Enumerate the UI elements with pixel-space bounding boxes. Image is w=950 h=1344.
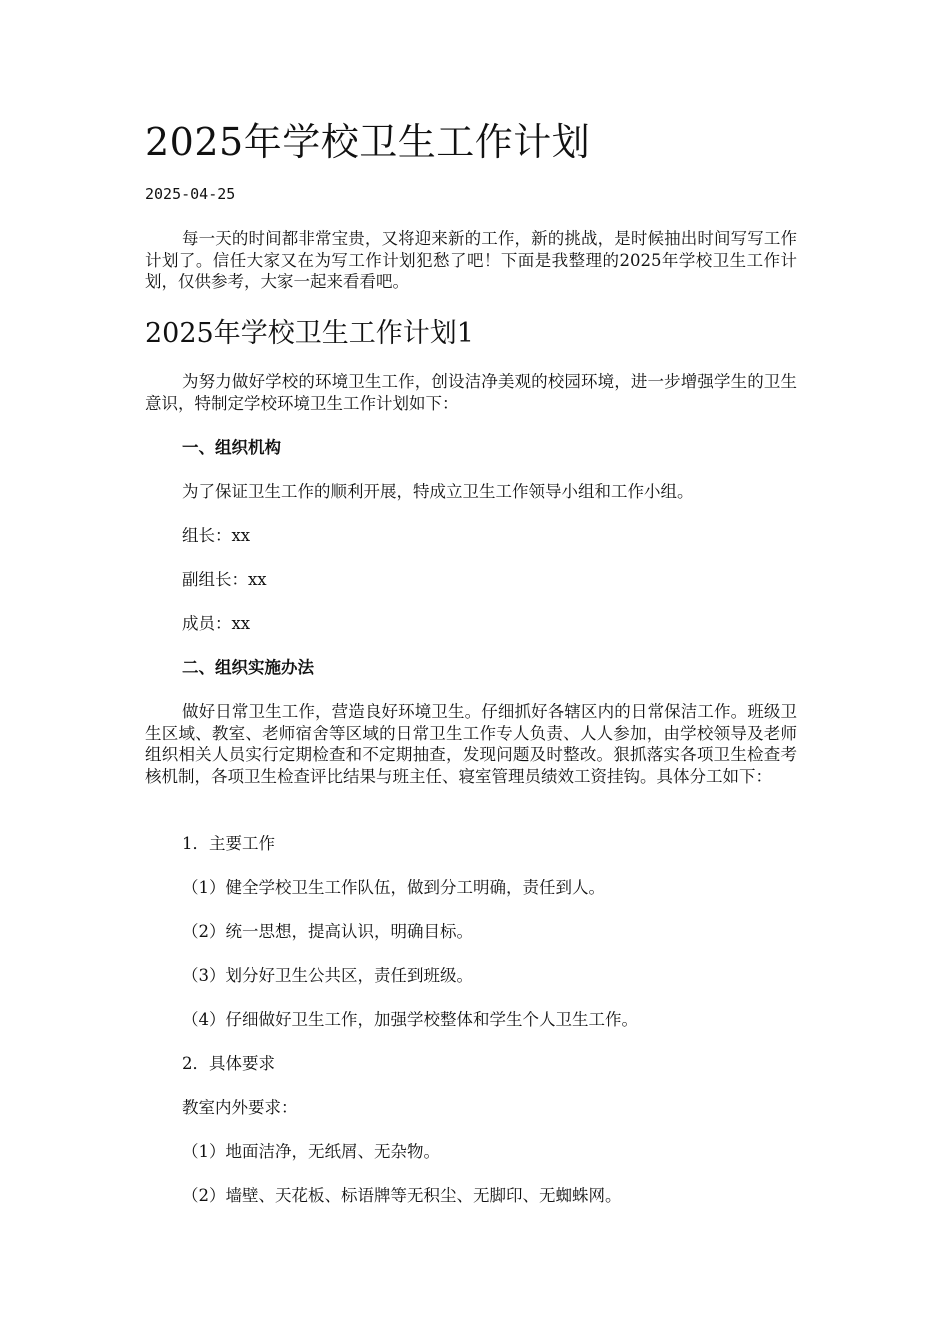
deputy-leader-line: 副组长：xx bbox=[182, 570, 267, 589]
sub-heading-organization: 一、组织机构 bbox=[182, 438, 281, 457]
list-item: （1）健全学校卫生工作队伍，做到分工明确，责任到人。 bbox=[182, 878, 605, 897]
implementation-paragraph: 做好日常卫生工作，营造良好环境卫生。仔细抓好各辖区内的日常保洁工作。班级卫生区域、教室、老师宿舍等区域的日常卫生工作专人负责、人人参加，由学校领导及老师组织相关人员实行定期检查和不定期抽查，发现问题及时整改。狠抓落实各项卫生检查考核机制，各项卫生检查评比结果与班主任、寝室管理员绩效工资挂钩。具体分工如下： bbox=[145, 702, 797, 786]
leader-line: 组长：xx bbox=[182, 526, 251, 545]
list-item: （4）仔细做好卫生工作，加强学校整体和学生个人卫生工作。 bbox=[182, 1010, 638, 1029]
list-item: （2）墙壁、天花板、标语牌等无积尘、无脚印、无蜘蛛网。 bbox=[182, 1186, 622, 1205]
intro-paragraph: 每一天的时间都非常宝贵，又将迎来新的工作，新的挑战，是时候抽出时间写写工作计划了。信任大家又在为写工作计划犯愁了吧！下面是我整理的2025年学校卫生工作计划，仅供参考，大家一起来看看吧。 bbox=[145, 229, 797, 291]
document-title: 2025年学校卫生工作计划 bbox=[145, 120, 591, 164]
list-item: （1）地面洁净，无纸屑、无杂物。 bbox=[182, 1142, 440, 1161]
section-heading: 2025年学校卫生工作计划1 bbox=[145, 318, 474, 349]
members-line: 成员：xx bbox=[182, 614, 251, 633]
document-date: 2025-04-25 bbox=[145, 185, 236, 203]
section-intro-paragraph: 为努力做好学校的环境卫生工作，创设洁净美观的校园环境，进一步增强学生的卫生意识，特制定学校环境卫生工作计划如下： bbox=[145, 372, 797, 413]
main-work-title: 1．主要工作 bbox=[182, 834, 275, 853]
list-item: （3）划分好卫生公共区，责任到班级。 bbox=[182, 966, 473, 985]
sub-heading-implementation: 二、组织实施办法 bbox=[182, 658, 314, 677]
organization-text: 为了保证卫生工作的顺利开展，特成立卫生工作领导小组和工作小组。 bbox=[182, 482, 694, 501]
list-item: （2）统一思想，提高认识，明确目标。 bbox=[182, 922, 473, 941]
requirements-title: 2．具体要求 bbox=[182, 1054, 275, 1073]
classroom-requirements-title: 教室内外要求： bbox=[182, 1098, 298, 1117]
